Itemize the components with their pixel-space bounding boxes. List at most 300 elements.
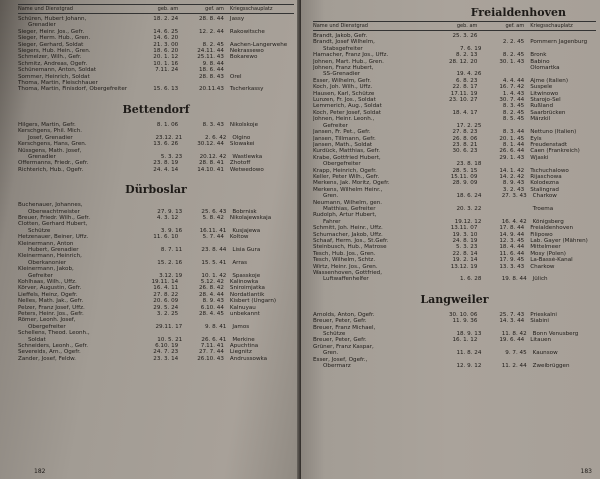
- header-geb: geb. am: [456, 23, 478, 29]
- entry-name: Obergefreiter: [323, 161, 361, 168]
- entry-name: Wirtz, Heinr. Jos., Gren.: [313, 263, 378, 270]
- entry-name: Sommer, Heinrich, Soldat: [18, 73, 90, 80]
- entry-name: Johnen, Franz Hubert,: [313, 65, 374, 72]
- entry-name: Tesch, Wilhelm, Schtz.: [313, 257, 376, 264]
- entry-born: 8. 7. 11: [160, 246, 183, 253]
- entry-born: 23. 3. 14: [153, 355, 179, 362]
- entry-fallen: 5. 8. 42: [202, 214, 224, 221]
- entry-born: 23.12. 21: [155, 134, 183, 141]
- entry-fallen: 11. 2. 44: [501, 363, 527, 370]
- entry-fallen: 26. 6. 44: [499, 148, 525, 155]
- entry-place: Kaunsow: [532, 350, 558, 357]
- entry-born: 29.11. 17: [155, 323, 183, 330]
- header-place: Kriegsschauplatz: [229, 6, 273, 12]
- header-gef: gef. am: [505, 23, 525, 29]
- entry-place: Jassy: [229, 16, 245, 22]
- entry-fallen: 2. 2. 45: [502, 39, 525, 46]
- entry-name: Breuer, Franz Michael,: [313, 324, 376, 331]
- entry-born: 21. 3. 00: [153, 41, 179, 48]
- entry-fallen: 26. 6. 41: [201, 336, 227, 343]
- entry-name: Soldat: [28, 336, 46, 343]
- entry-name: Schünemann, Anton, Soldat: [18, 67, 97, 74]
- entry-place: Königsberg: [532, 218, 564, 225]
- entry-place: Olomartka: [530, 65, 560, 72]
- entry-name: Breuer, Peter, Gefr.: [313, 337, 367, 344]
- entry-place: Kolodezna: [530, 180, 559, 187]
- entry-name: Grenadier: [28, 22, 56, 29]
- entry-name: Pelzer, Franz Josef, Uffz.: [18, 304, 85, 311]
- entry-place: Lisia Gura: [232, 246, 261, 253]
- entry-name: Obergefreiter: [28, 323, 66, 330]
- entry-name: Schaaf, Herm. Jos., St.Gefr.: [313, 238, 389, 244]
- entry-place: Caen (Frankreich): [530, 148, 580, 155]
- entry-place: Sniroimjatka: [229, 285, 265, 292]
- entry-fallen: 8. 9. 43: [202, 298, 224, 305]
- entry-born: 16. 4. 11: [153, 285, 179, 292]
- entry-born: 7. 6. 19: [460, 45, 482, 52]
- entry-place: Starojo-Sel: [530, 97, 561, 104]
- entry-fallen: 11. 6. 44: [499, 250, 525, 257]
- entry-fallen: 13. 3. 43: [499, 263, 525, 270]
- entry-place: Nordatlantik: [229, 291, 265, 298]
- entry-born: 22. 8. 14: [452, 250, 478, 257]
- entry-born: 29. 5. 24: [153, 304, 179, 311]
- entry-name: Arnolds, Anton, Ogefr.: [313, 311, 375, 318]
- entry-place: Mittelmeer: [530, 244, 561, 251]
- entry-place: Nettuno (Italien): [530, 129, 577, 136]
- entry-fallen: 19. 8. 44: [501, 276, 527, 283]
- entry-born: 23. 8. 21: [452, 141, 478, 148]
- entry-name: Tesch, Hub. Jos., Gren.: [313, 250, 376, 257]
- entry-name: Schneiders, Leonh., Gefr.: [18, 343, 89, 350]
- list-item: [313, 276, 596, 282]
- entry-born: 3. 9. 16: [160, 227, 183, 234]
- entry-place: Charkow: [532, 193, 557, 200]
- entry-place: Spasskoje: [232, 272, 261, 279]
- entry-born: 22. 8. 17: [452, 84, 478, 91]
- entry-name: Sieger, Herm. Hub., Gren.: [18, 35, 91, 42]
- entry-place: Prieskalni: [530, 311, 557, 318]
- entry-fallen: 15. 5. 41: [201, 259, 227, 266]
- entry-name: Matthias, Gefreiter: [323, 205, 376, 212]
- entry-place: Rußland: [530, 103, 554, 110]
- entry-fallen: 30. 1. 43: [499, 58, 525, 65]
- entry-place: Nekrassewo: [229, 48, 264, 55]
- entry-fallen: 5.12. 42: [200, 279, 224, 285]
- entry-born: 26. 8. 06: [452, 135, 478, 142]
- entry-fallen: 8. 2. 45: [502, 109, 525, 116]
- list-item: [18, 86, 294, 92]
- entry-born: 6.10. 19: [155, 343, 179, 350]
- entry-born: 24. 4. 14: [153, 166, 179, 173]
- header-place: Kriegsschauplatz: [530, 23, 573, 29]
- entry-name: Luftwaffenhelfer: [323, 276, 369, 283]
- entry-name: Oberwachtmeister: [28, 208, 80, 215]
- entry-born: 19. 2. 14: [452, 257, 478, 264]
- entry-born: 20. 1. 12: [153, 54, 179, 61]
- entry-born: 14. 6. 25: [153, 28, 179, 35]
- entry-fallen: 14. 3. 44: [499, 318, 525, 325]
- entry-fallen: 14. 1. 42: [499, 167, 525, 174]
- entry-born: 27. 9. 13: [157, 208, 183, 215]
- header-gef: gef. am: [205, 6, 224, 12]
- entry-name: Oberkanonier: [28, 259, 67, 266]
- entry-born: 20. 6. 09: [153, 298, 179, 305]
- entry-name: Kerschgens, Hans, Gren.: [18, 141, 87, 148]
- page-number: 182: [34, 468, 46, 475]
- entry-name: Hubert, Grenadier: [28, 246, 79, 253]
- entry-born: 28. 5. 15: [452, 167, 478, 174]
- entry-fallen: 28. 8. 43: [199, 73, 224, 80]
- entry-born: 13. 6. 26: [153, 141, 179, 148]
- entry-fallen: 20.11.43: [199, 86, 224, 93]
- column-header: [18, 4, 294, 14]
- entry-name: Merkens, Wilhelm Heinr.,: [313, 186, 383, 193]
- entry-place: Arras: [232, 259, 247, 266]
- entry-place: Zhotoff: [229, 160, 251, 167]
- entry-fallen: 9. 7. 45: [505, 350, 527, 357]
- entry-born: 18. 6. 20: [153, 48, 179, 55]
- entry-name: Esser, Wilhelm, Gefr.: [313, 77, 372, 84]
- entry-fallen: 8. 3. 44: [502, 129, 525, 136]
- entry-born: 19. 3. 10: [452, 231, 478, 238]
- entry-name: Jansen, Math., Soldat: [313, 141, 373, 148]
- entry-name: Sieger, Heinr. Jos., Gefr.: [18, 28, 85, 35]
- entry-name: Thoma, Martin, Finisdorf, Obergefreiter: [18, 86, 128, 93]
- entry-name: Schmitz, Andreas, Ogefr.: [18, 60, 88, 67]
- entry-born: 15. 2. 16: [157, 259, 183, 266]
- entry-fallen: 25.11. 43: [197, 54, 224, 61]
- entry-place: Slowakei: [229, 141, 255, 148]
- entry-fallen: 8. 2. 45: [202, 41, 224, 48]
- entry-born: 25. 3. 26: [452, 33, 478, 39]
- entry-place: Olgino: [232, 134, 251, 141]
- entry-born: 18. 6. 24: [456, 193, 482, 200]
- list-item: [18, 356, 294, 362]
- entry-fallen: 26.10. 43: [197, 355, 224, 362]
- entry-fallen: 29. 1. 43: [499, 154, 525, 161]
- entry-name: Koch, Peter Josef, Soldat: [313, 109, 381, 116]
- entry-place: Saarbrücken: [530, 109, 566, 116]
- entry-place: Märzkil: [530, 116, 551, 123]
- entry-fallen: 8. 5. 45: [502, 116, 525, 123]
- entry-born: 27. 8. 22: [153, 291, 179, 298]
- entry-name: Merkens, Jak. Moritz, Ogefr.: [313, 180, 390, 187]
- entry-born: 7.11. 24: [155, 67, 179, 74]
- entry-name: Hilgers, Martin, Gefr.: [18, 121, 76, 128]
- entry-born: 5. 3. 23: [456, 244, 478, 251]
- entry-born: 12. 9. 12: [456, 363, 482, 370]
- entry-name: Jansen, Tillmann, Gefr.: [313, 135, 376, 142]
- entry-fallen: 16. 7. 42: [499, 84, 525, 91]
- entry-place: Babino: [530, 58, 550, 65]
- entry-fallen: 18. 6. 44: [199, 67, 224, 74]
- entry-name: Offermanns, Friedr., Gefr.: [18, 160, 89, 167]
- entry-name: Kleinermann, Anton: [18, 240, 74, 247]
- entry-name: Stabsgefreiter: [323, 45, 363, 52]
- entry-name: Brandt, Josef Wilhelm,: [313, 39, 375, 46]
- entry-place: Orel: [229, 73, 242, 80]
- entry-born: 14. 6. 20: [153, 35, 179, 42]
- entry-fallen: 7.11. 41: [200, 343, 224, 350]
- entry-fallen: 3. 2. 43: [502, 186, 525, 193]
- entry-place: Kalinowka: [229, 279, 259, 285]
- entry-name: Rudolph, Artur Hubert,: [313, 212, 377, 219]
- header-geb: geb. am: [157, 6, 179, 12]
- entry-fallen: 17. 9. 45: [499, 257, 525, 264]
- entry-born: 13.11. 07: [450, 225, 478, 232]
- entry-born: 3.12. 19: [159, 272, 183, 279]
- entry-name: Krapp, Heinrich, Ogefr.: [313, 167, 377, 174]
- entry-name: Lunzen, Fr. Jos., Soldat: [313, 97, 376, 104]
- entry-name: Keller, Peter Wilh., Gefr.: [313, 173, 380, 180]
- entry-place: Ajme (Italien): [530, 77, 569, 84]
- entry-name: Peters, Heinr. Jos., Gefr.: [18, 311, 84, 318]
- entry-place: Koltow: [229, 234, 249, 241]
- entry-place: Wetwedowo: [229, 166, 264, 173]
- entry-fallen: 14. 9. 44: [499, 231, 525, 238]
- entry-name: Schütze: [28, 227, 51, 234]
- entry-name: Schellens, Theod. Leonh.,: [18, 330, 90, 337]
- entry-born: 23. 8. 19: [153, 160, 179, 167]
- header-name: Name und Dienstgrad: [313, 23, 368, 29]
- entry-born: 11. 6. 10: [153, 234, 179, 241]
- entry-place: Merkine: [232, 336, 255, 343]
- entry-fallen: 27. 3. 43: [501, 193, 527, 200]
- entry-name: Koch, Joh. Wilh., Uffz.: [313, 84, 373, 91]
- entry-born: 3. 2. 25: [156, 311, 179, 318]
- entry-name: Grüner, Franz Kaspar,: [313, 343, 374, 350]
- entry-fallen: 30. 7. 44: [499, 97, 525, 104]
- section-title: Dürboslar: [125, 183, 187, 197]
- entry-name: Fahrer: [323, 218, 341, 225]
- entry-name: Obermarz: [323, 363, 351, 370]
- entry-name: Kohlhaas, Wilh., Uffz.: [18, 279, 77, 285]
- entry-name: Brandt, Jakob, Gefr.: [313, 33, 368, 39]
- entry-place: Rakowitsche: [229, 28, 265, 35]
- entry-fallen: 25. 6. 43: [201, 208, 227, 215]
- entry-born: 20. 3. 22: [456, 205, 482, 212]
- entry-fallen: 24.11. 44: [197, 48, 224, 55]
- right-page: [301, 0, 600, 479]
- entry-name: Nüssgens, Math. Josef,: [18, 147, 82, 154]
- entry-place: Eyls: [530, 135, 542, 142]
- entry-name: Römer, Leonh. Josef,: [18, 317, 76, 324]
- entry-place: Tscherkassy: [229, 86, 264, 93]
- entry-name: Schüren, Hubert Johann,: [18, 16, 87, 22]
- entry-fallen: 12. 3. 45: [499, 238, 525, 244]
- entry-place: Freudenstadt: [530, 141, 568, 148]
- entry-born: 16. 1. 12: [452, 337, 478, 344]
- entry-name: Johnen, Heinr. Leonh.,: [313, 116, 375, 123]
- entry-place: Litwinowo: [530, 90, 559, 97]
- entry-place: Filipowo: [530, 231, 553, 238]
- entry-name: Buchenauer, Johannes,: [18, 202, 83, 209]
- entry-name: Schütze: [323, 331, 346, 338]
- entry-born: 15.11. 09: [450, 173, 478, 180]
- list-item: [18, 167, 294, 173]
- entry-born: 18. 9. 13: [456, 331, 482, 338]
- entry-name: Schmelzer, Wilh., Gefr.: [18, 54, 82, 61]
- entry-name: Hamacher, Franz Jos., Uffz.: [313, 52, 389, 59]
- column-header: [313, 21, 596, 31]
- entry-fallen: 27. 7. 44: [199, 349, 224, 356]
- entry-born: 8. 2. 13: [456, 52, 478, 59]
- section-title: Bettendorf: [122, 102, 190, 116]
- entry-fallen: 28. 8. 41: [199, 160, 224, 167]
- entry-name: Lemmerich, Aug., Soldat: [313, 103, 382, 110]
- entry-place: Stalingrad: [530, 186, 559, 193]
- entry-name: Johnen, Mart. Hub., Gren.: [313, 58, 384, 65]
- entry-place: Mosy (Polen): [530, 250, 566, 257]
- entry-born: 19. 4. 26: [456, 71, 482, 78]
- entry-place: Bobrnisk: [232, 208, 257, 215]
- entry-name: Lieffels, Heinz, Ogefr.: [18, 291, 78, 298]
- entry-name: Schmitt, Joh. Heinr., Uffz.: [313, 225, 383, 232]
- entry-born: 1. 6. 28: [460, 276, 482, 283]
- entry-name: Siegers, Hub. Hein., Gren.: [18, 48, 91, 55]
- entry-place: Nikolajewskaja: [229, 214, 272, 221]
- entry-born: 15. 6. 13: [153, 86, 179, 93]
- entry-name: Schumacher, Jakob, Uffz.: [313, 231, 383, 238]
- entry-place: Bokarewo: [229, 54, 258, 61]
- entry-name: Gefreiter: [28, 272, 53, 279]
- entry-born: 4. 3. 12: [156, 214, 179, 221]
- entry-born: 10. 5. 21: [157, 336, 183, 343]
- entry-fallen: 2. 6. 42: [204, 134, 227, 141]
- entry-place: Charkow: [530, 263, 555, 270]
- entry-name: Zander, Josef, Feldw.: [18, 355, 76, 362]
- entry-name: Breuer, Friedr. Wilh., Gefr.: [18, 214, 91, 221]
- entry-fallen: 8. 9. 43: [502, 180, 525, 187]
- header-name: Name und Dienstgrad: [18, 6, 73, 12]
- entry-place: Wjaski: [530, 154, 549, 161]
- entry-name: Breuer, Peter, Gefr.: [313, 318, 367, 325]
- entry-born: 30. 10. 06: [448, 311, 478, 318]
- entry-born: 17. 2. 25: [456, 122, 482, 129]
- entry-born: 28. 9. 09: [452, 180, 478, 187]
- entry-fallen: 30.12. 44: [197, 141, 224, 148]
- entry-place: Siabini: [530, 318, 549, 325]
- entry-name: Thoma, Martin, Fleischhauer: [18, 80, 98, 87]
- entry-fallen: 16. 4. 42: [501, 218, 527, 225]
- section-title: Langweiler: [420, 292, 489, 306]
- entry-place: Jülich: [532, 276, 548, 283]
- entry-fallen: 9. 8. 41: [204, 323, 227, 330]
- entry-fallen: 8. 3. 43: [202, 121, 224, 128]
- entry-fallen: 20. 1. 45: [499, 135, 525, 142]
- entry-name: Körver, Augustin, Gefr.: [18, 285, 82, 292]
- entry-fallen: 14. 2. 42: [499, 173, 525, 180]
- entry-place: Apuchtina: [229, 343, 259, 350]
- entry-fallen: 4. 4. 44: [502, 77, 525, 84]
- entry-fallen: 10. 1. 42: [201, 272, 227, 279]
- entry-fallen: 14.10. 41: [197, 166, 224, 173]
- entry-born: 11. 8. 24: [456, 350, 482, 357]
- entry-name: Krabe, Gottfried Hubert,: [313, 154, 381, 161]
- entry-name: Clotten, Gerhard Hubert,: [18, 221, 88, 228]
- entry-born: 13.12. 19: [450, 263, 478, 270]
- entry-place: Aachen-Langerwehe: [229, 41, 288, 48]
- entry-fallen: 28. 4. 45: [199, 311, 224, 318]
- entry-place: Kisbert (Ungarn): [229, 298, 277, 305]
- entry-place: Bronk: [530, 52, 547, 59]
- entry-fallen: 20.12. 42: [199, 153, 227, 160]
- entry-place: Rijaschowa: [530, 173, 562, 180]
- entry-name: Jansen, Fr. Pet., Gefr.: [313, 129, 371, 136]
- entry-born: 10. 1. 16: [153, 60, 179, 67]
- entry-name: Esser, Josef, Ogefr.,: [313, 356, 368, 363]
- entry-born: 23. 8. 18: [456, 161, 482, 168]
- entry-born: 18. 4. 17: [452, 109, 478, 116]
- entry-name: Grenadier: [28, 153, 56, 160]
- entry-fallen: 12. 2. 44: [199, 28, 224, 35]
- entry-born: 24. 7. 23: [153, 349, 179, 356]
- entry-fallen: 23. 8. 44: [201, 246, 227, 253]
- entry-name: Kleinermann, Jakob,: [18, 266, 74, 273]
- entry-born: 6. 8. 23: [456, 77, 478, 84]
- entry-born: 19.12. 12: [454, 218, 482, 225]
- entry-fallen: 8. 3. 45: [502, 103, 525, 110]
- entry-place: Liegnitz: [229, 349, 252, 356]
- entry-born: 24. 8. 19: [452, 238, 478, 244]
- entry-fallen: 16.11. 41: [199, 227, 227, 234]
- entry-fallen: 28. 4. 44: [199, 291, 224, 298]
- entry-born: 17.11. 19: [450, 90, 478, 97]
- entry-name: Sieger, Gerhard, Soldat: [18, 41, 84, 48]
- entry-name: Gefreiter: [323, 122, 348, 129]
- entry-place: Pommern Jagenburg: [530, 39, 588, 46]
- entry-name: Kerschgens, Phil. Mich.: [18, 128, 83, 135]
- entry-place: Andrussowka: [229, 355, 268, 362]
- entry-born: 28. 12. 20: [448, 58, 478, 65]
- entry-place: unbekannt: [229, 311, 260, 318]
- entry-fallen: 8. 2. 45: [502, 52, 525, 59]
- entry-name: Steinbusch, Hub., Matrose: [313, 244, 387, 251]
- entry-name: Richterich, Hub., Ogefr.: [18, 166, 84, 173]
- entry-born: 23. 10. 27: [448, 97, 478, 104]
- entry-fallen: 11. 8. 42: [501, 331, 527, 338]
- entry-place: Zweibrüggen: [532, 363, 570, 370]
- entry-place: Kusjajewa: [232, 227, 261, 234]
- entry-place: Lab. Gayer (Mähren): [530, 238, 588, 244]
- entry-fallen: 6.10. 44: [200, 304, 224, 311]
- entry-name: Severeids, Arn., Ogefr.: [18, 349, 81, 356]
- entry-born: 27. 8. 23: [452, 129, 478, 136]
- entry-born: 19.11. 14: [151, 279, 179, 285]
- entry-place: Tschuchalowo: [530, 167, 569, 174]
- entry-place: Troema: [532, 205, 554, 212]
- entry-born: 11. 9. 36: [452, 318, 478, 325]
- entry-name: Nelles, Math. Jak., Gefr.: [18, 298, 84, 305]
- entry-name: Wassenhoven, Gottfried,: [313, 270, 382, 277]
- entry-born: 18. 2. 24: [153, 16, 179, 22]
- entry-place: Jamos: [232, 323, 250, 330]
- entry-fallen: 19. 6. 44: [499, 337, 525, 344]
- entry-place: Bonn Venusberg: [532, 331, 579, 338]
- entry-fallen: 5. 7. 44: [202, 234, 224, 241]
- entry-born: 8. 1. 06: [156, 121, 179, 128]
- entry-place: Nikolskoje: [229, 121, 259, 128]
- entry-fallen: 28. 8. 44: [199, 16, 224, 22]
- entry-name: Kurdück, Matthias, Gefr.: [313, 148, 381, 155]
- entry-fallen: 17. 8. 44: [499, 225, 525, 232]
- entry-fallen: 1. 4. 43: [502, 90, 525, 97]
- entry-fallen: 26. 8. 42: [199, 285, 224, 292]
- section-title: Freialdenhoven: [470, 6, 566, 19]
- page-number: 183: [580, 468, 592, 475]
- list-item: [313, 363, 596, 369]
